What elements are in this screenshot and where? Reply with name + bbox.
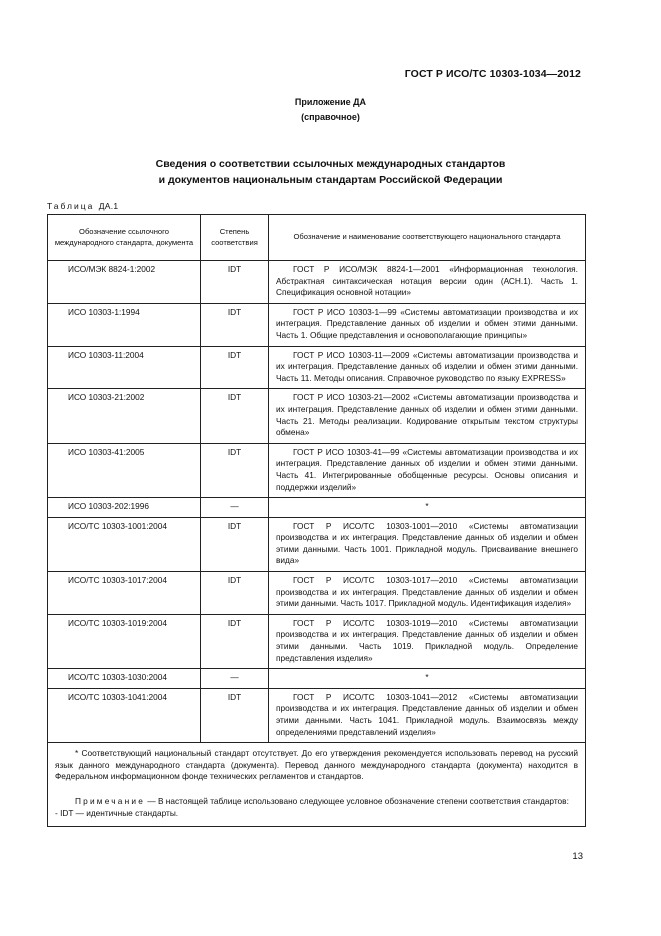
annex-title: Приложение ДА <box>294 97 367 107</box>
table-header-row <box>48 215 586 261</box>
note-text: — В настоящей таблице использовано следующее условное обозначение степени соответствия стандартов: <box>145 795 569 806</box>
cell-ref-standard: ИСО 10303-41:2005 <box>48 443 201 497</box>
cell-degree: IDT <box>201 572 269 615</box>
cell-ref-standard: ИСО/ТС 10303-1001:2004 <box>48 517 201 571</box>
cell-national-standard <box>269 498 586 518</box>
national-standard-text: * <box>425 501 429 512</box>
table-footer-row <box>48 743 586 827</box>
table-row <box>48 614 586 668</box>
national-standard-text: ГОСТ Р ИСО 10303-41—99 «Системы автоматизации производства и их интеграция. Представление данных об изделии и обмен этими данными. Часть 41. Интегрированные обобщенные ресурсы. Основы описания и поддержки изделий» <box>276 446 578 492</box>
note-label: Примечание <box>75 795 146 806</box>
note <box>55 796 578 808</box>
cell-national-standard <box>269 517 586 571</box>
cell-ref-standard: ИСО/ТС 10303-1030:2004 <box>48 669 201 689</box>
cell-degree: — <box>201 498 269 518</box>
header-degree: Степень соответствия <box>201 215 269 261</box>
table-row <box>48 669 586 689</box>
cell-national-standard <box>269 572 586 615</box>
table-row <box>48 572 586 615</box>
table-row <box>48 346 586 389</box>
annex-heading <box>0 95 661 125</box>
section-title-line2: и документов национальным стандартам Российской Федерации <box>158 174 503 186</box>
table-row <box>48 443 586 497</box>
cell-national-standard <box>269 443 586 497</box>
cell-degree: IDT <box>201 389 269 443</box>
table-row <box>48 498 586 518</box>
table-caption <box>47 201 118 211</box>
note-item: - IDT — идентичные стандарты. <box>55 807 179 818</box>
table-row <box>48 261 586 304</box>
cell-national-standard <box>269 614 586 668</box>
cell-national-standard <box>269 346 586 389</box>
national-standard-text: ГОСТ Р ИСО 10303-1—99 «Системы автоматизации производства и их интеграция. Представление данных об изделии и обмен этими данными. Часть 1. Общие представления и основополагающие принципы» <box>276 306 578 340</box>
table-caption-word: Таблица <box>47 201 95 211</box>
table-body <box>48 261 586 743</box>
cell-national-standard <box>269 389 586 443</box>
cell-ref-standard: ИСО 10303-11:2004 <box>48 346 201 389</box>
table-footnote-cell <box>48 743 586 827</box>
cell-ref-standard: ИСО/ТС 10303-1041:2004 <box>48 688 201 742</box>
cell-degree: IDT <box>201 443 269 497</box>
cell-degree: IDT <box>201 303 269 346</box>
cell-ref-standard: ИСО/ТС 10303-1017:2004 <box>48 572 201 615</box>
table-caption-number: ДА.1 <box>98 201 119 211</box>
cell-degree: IDT <box>201 688 269 742</box>
cell-ref-standard: ИСО 10303-1:1994 <box>48 303 201 346</box>
cell-degree: IDT <box>201 346 269 389</box>
national-standard-text: * <box>425 672 429 683</box>
national-standard-text: ГОСТ Р ИСО/МЭК 8824-1—2001 «Информационная технология. Абстрактная синтаксическая нотация версии один (АСН.1). Часть 1. Спецификация основной нотации» <box>276 264 578 298</box>
cell-national-standard <box>269 688 586 742</box>
header-ref-standard: Обозначение ссылочного международного стандарта, документа <box>48 215 201 261</box>
national-standard-text: ГОСТ Р ИСО/ТС 10303-1019—2010 «Системы автоматизации производства и их интеграция. Представление данных об изделии и обмен этими данными. Часть 1019. Прикладной модуль. Определение представления изделия» <box>276 617 578 663</box>
footnote <box>55 748 578 783</box>
cell-ref-standard: ИСО/МЭК 8824-1:2002 <box>48 261 201 304</box>
cell-national-standard <box>269 669 586 689</box>
footnote-text: * Соответствующий национальный стандарт отсутствует. До его утверждения рекомендуется использовать перевод на русский язык данного международного стандарта (документа). Перевод данного международного стандарта (документа) находится в Федеральном информационном фонде технических регламентов и стандартов. <box>55 748 578 782</box>
table-row <box>48 688 586 742</box>
page-number: 13 <box>572 851 583 862</box>
section-title <box>60 156 601 188</box>
table-row <box>48 389 586 443</box>
document-code: ГОСТ Р ИСО/ТС 10303-1034—2012 <box>404 68 581 80</box>
correspondence-table <box>47 214 586 827</box>
cell-degree: IDT <box>201 517 269 571</box>
national-standard-text: ГОСТ Р ИСО/ТС 10303-1001—2010 «Системы автоматизации производства и их интеграция. Представление данных об изделии и обмен этими данными. Часть 1001. Прикладной модуль. Присваивание внешнего вида» <box>276 520 578 566</box>
annex-subtitle: (справочное) <box>301 112 360 122</box>
header-national-standard: Обозначение и наименование соответствующего национального стандарта <box>269 215 586 261</box>
national-standard-text: ГОСТ Р ИСО/ТС 10303-1041—2012 «Системы автоматизации производства и их интеграция. Представление данных об изделии и обмен этими данными. Часть 1041. Прикладной модуль. Взаимосвязь между определениями представлений изделия» <box>276 691 578 737</box>
section-title-line1: Сведения о соответствии ссылочных международных стандартов <box>155 158 506 170</box>
cell-degree: IDT <box>201 614 269 668</box>
table-row <box>48 517 586 571</box>
cell-national-standard <box>269 303 586 346</box>
national-standard-text: ГОСТ Р ИСО/ТС 10303-1017—2010 «Системы автоматизации производства и их интеграция. Представление данных об изделии и обмен этими данными. Часть 1017. Прикладной модуль. Идентификация изделия» <box>276 575 578 609</box>
table-row <box>48 303 586 346</box>
national-standard-text: ГОСТ Р ИСО 10303-21—2002 «Системы автоматизации производства и их интеграция. Представление данных об изделии и обмен этими данными. Часть 21. Методы реализации. Кодирование открытым текстом структуры обмена» <box>276 392 578 438</box>
cell-degree: IDT <box>201 261 269 304</box>
cell-ref-standard: ИСО/ТС 10303-1019:2004 <box>48 614 201 668</box>
cell-degree: — <box>201 669 269 689</box>
cell-ref-standard: ИСО 10303-21:2002 <box>48 389 201 443</box>
cell-ref-standard: ИСО 10303-202:1996 <box>48 498 201 518</box>
cell-national-standard <box>269 261 586 304</box>
national-standard-text: ГОСТ Р ИСО 10303-11—2009 «Системы автоматизации производства и их интеграция. Представление данных об изделии и обмен этими данными. Часть 11. Методы описания. Справочное руководство по языку EXPRESS» <box>276 349 578 383</box>
